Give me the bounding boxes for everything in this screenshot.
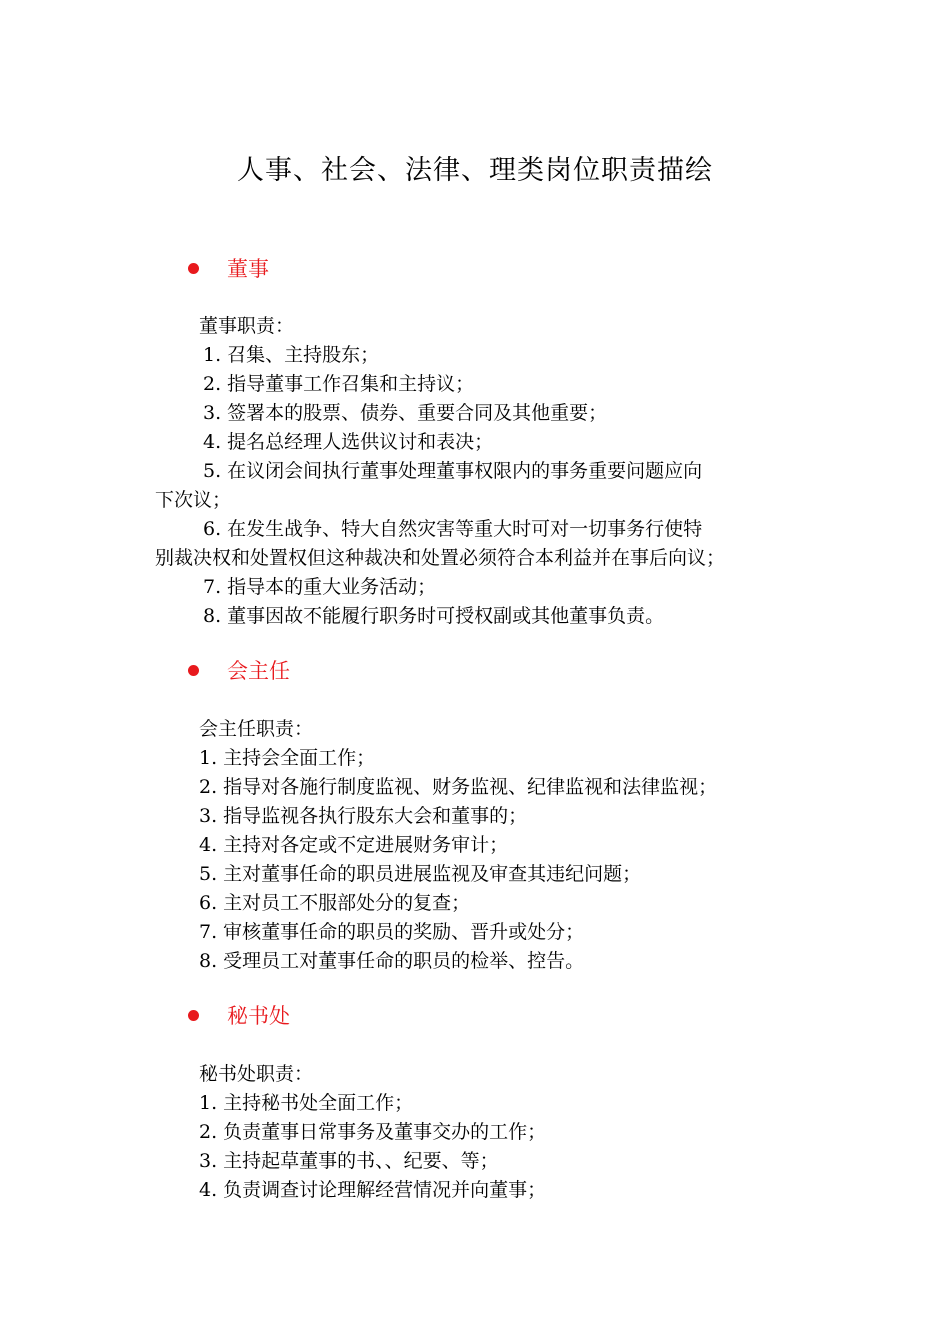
bullet-icon [188, 263, 199, 274]
list-item: 2. 指导对各施行制度监视、财务监视、纪律监视和法律监视； [199, 776, 718, 798]
list-item: 6. 主对员工不服部处分的复查； [199, 892, 471, 914]
list-item: 4. 提名总经理人选供议讨和表决； [203, 431, 494, 453]
list-item: 3. 主持起草董事的书、、纪要、等； [199, 1150, 499, 1172]
list-item: 1. 召集、主持股东； [203, 344, 380, 366]
list-item: 5. 主对董事任命的职员进展监视及审查其违纪问题； [199, 863, 642, 885]
list-item: 4. 负责调查讨论理解经营情况并向董事； [199, 1179, 547, 1201]
section-intro: 董事职责： [199, 315, 295, 337]
section-heading-secretariat [188, 1000, 290, 1030]
page-title: 人事、社会、法律、理类岗位职责描绘 [237, 155, 713, 186]
list-item: 3. 签署本的股票、债券、重要合同及其他重要； [203, 402, 608, 424]
list-item-continuation: 下次议； [155, 489, 232, 511]
section-intro: 会主任职责： [199, 718, 314, 740]
list-item: 8. 董事因故不能履行职务时可授权副或其他董事负责。 [203, 605, 665, 627]
list-item: 4. 主持对各定或不定进展财务审计； [199, 834, 509, 856]
list-item: 6. 在发生战争、特大自然灾害等重大时可对一切事务行使特 [203, 518, 703, 540]
bullet-icon [188, 665, 199, 676]
list-item: 3. 指导监视各执行股东大会和董事的； [199, 805, 528, 827]
list-item: 5. 在议闭会间执行董事处理董事权限内的事务重要问题应向 [203, 460, 703, 482]
section-heading-label: 董事 [227, 257, 269, 281]
list-item: 2. 负责董事日常事务及董事交办的工作； [199, 1121, 547, 1143]
list-item: 8. 受理员工对董事任命的职员的检举、控告。 [199, 950, 585, 972]
list-item: 2. 指导董事工作召集和主持议； [203, 373, 475, 395]
section-heading-board [188, 253, 269, 283]
list-item: 1. 主持秘书处全面工作； [199, 1092, 414, 1114]
section-intro: 秘书处职责： [199, 1063, 314, 1085]
bullet-icon [188, 1010, 199, 1021]
section-heading-council-chair [188, 655, 290, 685]
section-heading-label: 会主任 [227, 659, 290, 683]
list-item: 7. 审核董事任命的职员的奖励、晋升或处分； [199, 921, 585, 943]
list-item: 7. 指导本的重大业务活动； [203, 576, 437, 598]
list-item: 1. 主持会全面工作； [199, 747, 376, 769]
section-heading-label: 秘书处 [227, 1004, 290, 1028]
list-item-continuation: 别裁决权和处置权但这种裁决和处置必须符合本利益并在事后向议； [155, 547, 726, 569]
